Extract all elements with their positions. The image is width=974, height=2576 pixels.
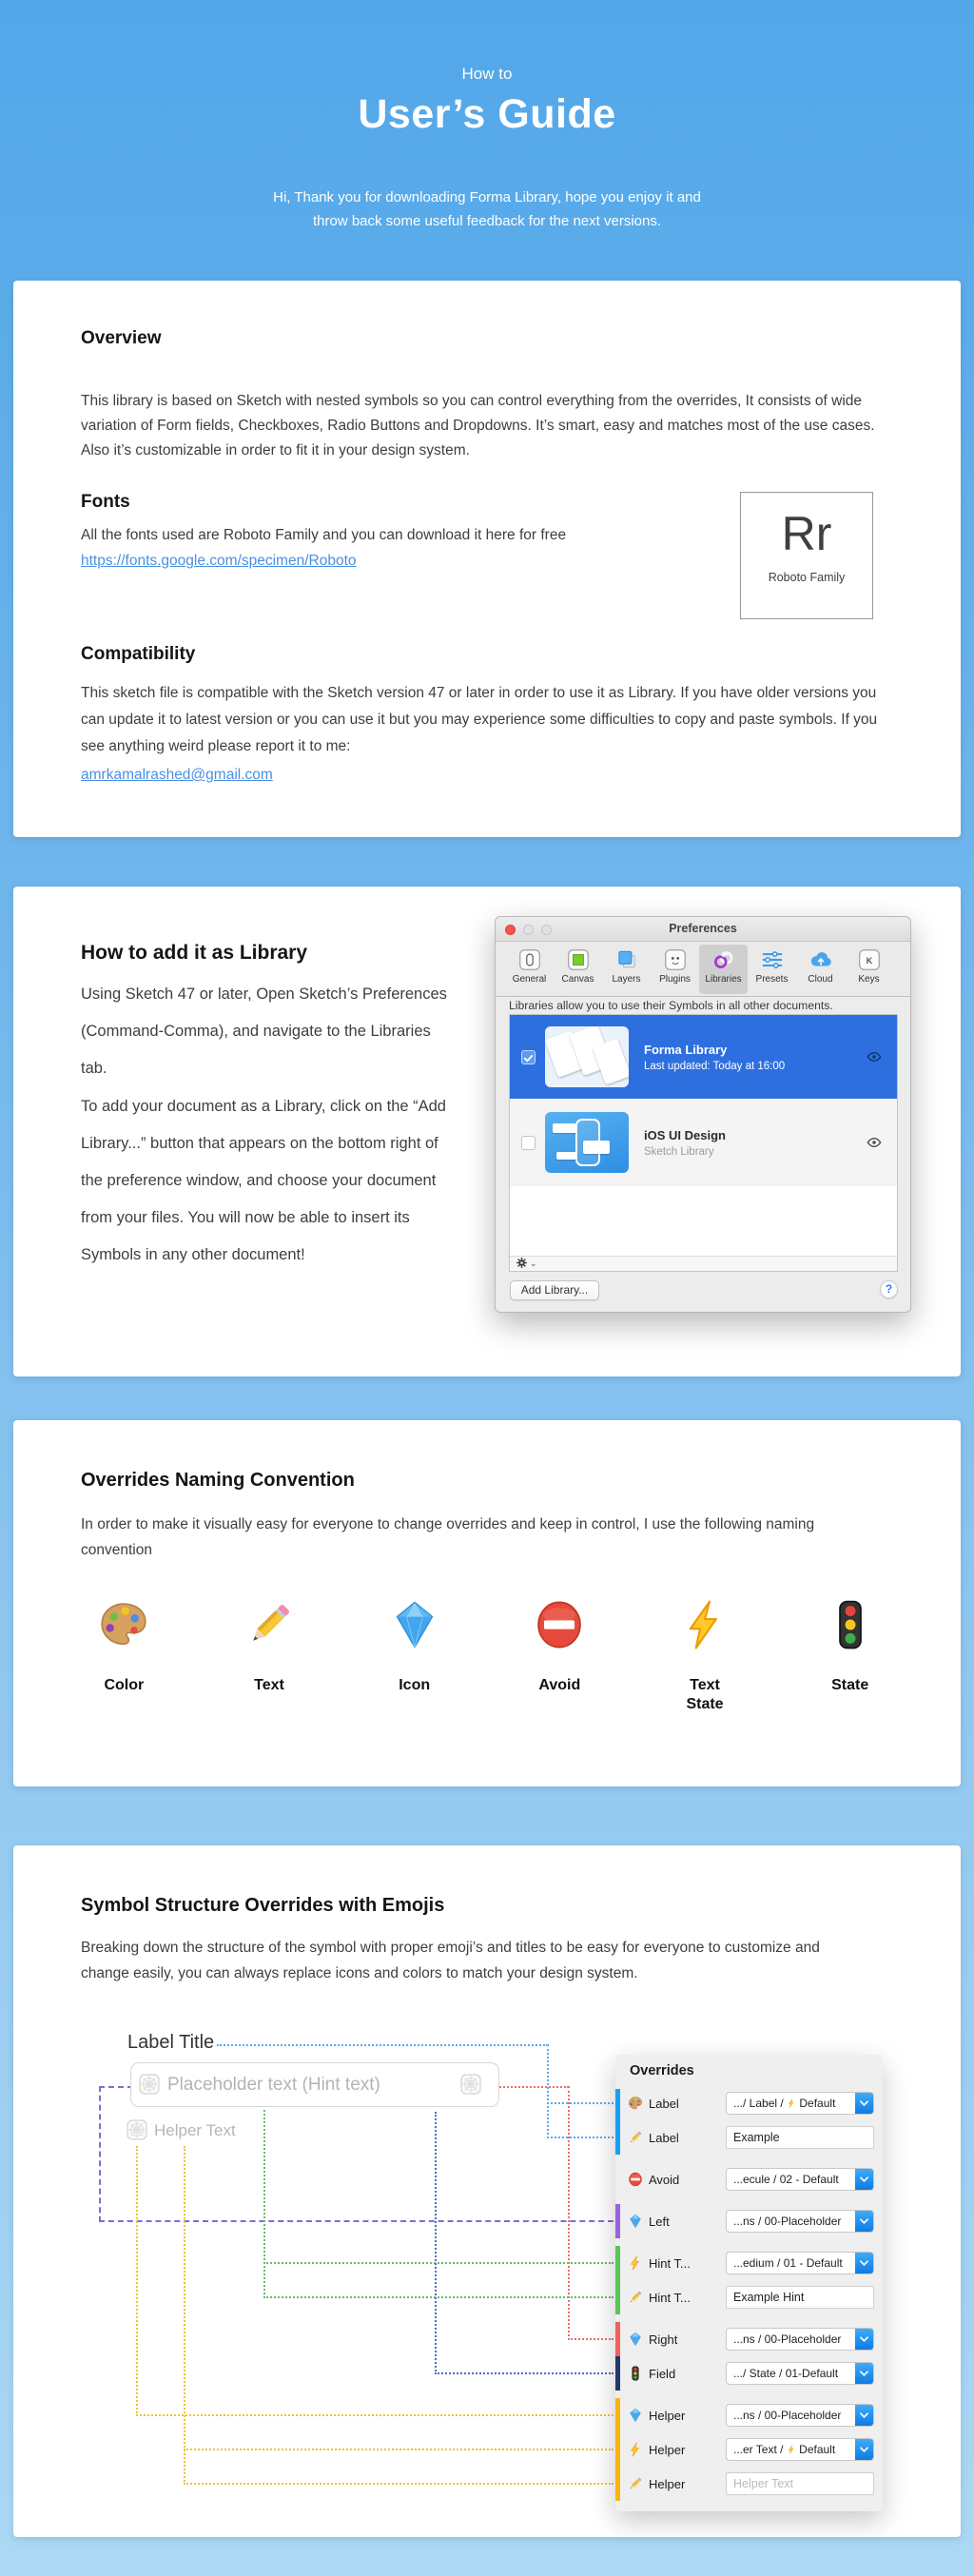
add-library-heading: How to add it as Library bbox=[81, 942, 308, 964]
override-select-value: ...ecule / 02 - Default bbox=[733, 2173, 839, 2186]
traffic-lights bbox=[505, 925, 552, 935]
eye-icon[interactable] bbox=[867, 1135, 882, 1150]
library-row-text bbox=[644, 1043, 785, 1072]
roboto-glyph: Rr bbox=[781, 507, 832, 560]
libraries-banner: Libraries allow you to use their Symbols in all other documents. bbox=[509, 999, 833, 1012]
connector-right-row7 bbox=[568, 2338, 614, 2340]
traffic-light-icon bbox=[628, 2366, 643, 2381]
connector-helper2-row10 bbox=[184, 2449, 614, 2450]
traffic-light-icon bbox=[825, 1599, 876, 1655]
connector-left-row4 bbox=[99, 2220, 614, 2222]
connector-field-v bbox=[435, 2112, 437, 2374]
override-label: Label bbox=[649, 2096, 679, 2111]
overrides-panel bbox=[615, 2055, 883, 2511]
convention-label: Color bbox=[104, 1677, 145, 1693]
convention-item-state bbox=[777, 1599, 923, 1714]
override-row-helper-9 bbox=[615, 2435, 883, 2464]
libraries-icon bbox=[711, 947, 736, 972]
override-input[interactable]: Example Hint bbox=[726, 2286, 874, 2309]
palette-icon bbox=[628, 2096, 643, 2111]
chevron-down-icon bbox=[855, 2363, 873, 2384]
library-name: iOS UI Design bbox=[644, 1127, 726, 1142]
diagram-form-field bbox=[130, 2062, 499, 2107]
tab-label: Plugins bbox=[659, 973, 691, 985]
override-group-bar bbox=[615, 2467, 620, 2501]
override-group-bar bbox=[615, 2398, 620, 2432]
library-meta: Last updated: Today at 16:00 bbox=[644, 1060, 786, 1072]
override-select-value: .../ Label / Default bbox=[733, 2097, 836, 2110]
override-group-bar bbox=[615, 2280, 620, 2314]
connector-helper2-row11 bbox=[184, 2483, 614, 2485]
fonts-body bbox=[81, 522, 680, 574]
overview-body: This library is based on Sketch with nested symbols so you can control everything from the overrides, It consists of wide variation of Form fields, Checkboxes, Radio Buttons and Dropdowns. It’s smart, easy and matches most of the use cases. Also it’s customizable in order to fit it in your design system. bbox=[81, 393, 875, 459]
no-entry-icon bbox=[628, 2172, 643, 2187]
tab-keys[interactable] bbox=[845, 945, 893, 994]
presets-icon bbox=[760, 947, 785, 972]
tab-label: Cloud bbox=[808, 973, 833, 985]
general-icon bbox=[517, 947, 542, 972]
card-naming-convention bbox=[13, 1420, 961, 1786]
override-select-value: ...ns / 00-Placeholder bbox=[733, 2215, 842, 2228]
override-row-field-7 bbox=[615, 2359, 883, 2388]
library-row[interactable] bbox=[510, 1099, 897, 1186]
bolt-icon bbox=[679, 1599, 730, 1655]
override-group-bar bbox=[615, 2432, 620, 2467]
window-title: Preferences bbox=[669, 922, 737, 935]
connector-hint-row6 bbox=[263, 2296, 614, 2298]
override-row-hintt-5 bbox=[615, 2283, 883, 2312]
convention-label: Icon bbox=[399, 1677, 431, 1693]
connector-label-title-v bbox=[547, 2044, 549, 2138]
override-label: Hint T... bbox=[649, 2290, 691, 2305]
zoom-button[interactable] bbox=[541, 925, 552, 935]
connector-helper2-v bbox=[184, 2146, 185, 2485]
tab-general[interactable] bbox=[505, 945, 554, 994]
page-title: User’s Guide bbox=[358, 91, 616, 137]
override-group-bar bbox=[615, 2356, 620, 2391]
chevron-down-icon bbox=[855, 2439, 873, 2460]
library-row-text bbox=[644, 1128, 726, 1158]
roboto-label: Roboto Family bbox=[768, 571, 846, 584]
convention-item-avoid bbox=[487, 1599, 633, 1714]
palette-icon bbox=[98, 1599, 149, 1655]
convention-label: Avoid bbox=[538, 1677, 581, 1693]
symbol-heading: Symbol Structure Overrides with Emojis bbox=[81, 1895, 445, 1916]
override-row-right-6 bbox=[615, 2325, 883, 2353]
override-select[interactable] bbox=[726, 2438, 874, 2461]
placeholder-grid-icon-right bbox=[460, 2074, 481, 2095]
tab-label: Libraries bbox=[705, 973, 742, 985]
convention-label: State bbox=[831, 1677, 869, 1693]
override-row-left-3 bbox=[615, 2207, 883, 2235]
plugins-icon bbox=[663, 947, 688, 972]
chevron-down-icon bbox=[855, 2253, 873, 2274]
hero-subtitle-line2: throw back some useful feedback for the next versions. bbox=[312, 213, 662, 229]
connector-left-icon-h bbox=[99, 2086, 133, 2088]
window-titlebar bbox=[496, 917, 910, 942]
override-select[interactable] bbox=[726, 2404, 874, 2427]
canvas-icon bbox=[566, 947, 591, 972]
placeholder-grid-icon-left bbox=[139, 2074, 160, 2095]
chevron-down-icon bbox=[855, 2405, 873, 2426]
override-input[interactable]: Helper Text bbox=[726, 2472, 874, 2495]
library-thumbnail bbox=[545, 1112, 629, 1173]
convention-item-color bbox=[51, 1599, 197, 1714]
override-select-value: ...er Text / Default bbox=[733, 2443, 836, 2456]
connector-right-icon-v bbox=[568, 2086, 570, 2340]
library-meta: Sketch Library bbox=[644, 1145, 714, 1158]
add-library-para2: To add your document as a Library, click on the “Add Library...” button that appears on the bottom right of the preference window, and choose your document from your files. You will now be able to insert its Symbols in any other document! bbox=[81, 1098, 446, 1263]
override-select-value: .../ State / 01-Default bbox=[733, 2367, 839, 2380]
override-select-value: ...ns / 00-Placeholder bbox=[733, 2409, 842, 2422]
override-label: Helper bbox=[649, 2476, 686, 2491]
override-row-hintt-4 bbox=[615, 2249, 883, 2277]
hero-kicker: How to bbox=[461, 65, 513, 83]
pencil-icon bbox=[628, 2476, 643, 2491]
library-row[interactable] bbox=[510, 1015, 897, 1099]
bolt-icon bbox=[628, 2255, 643, 2271]
tab-label: Layers bbox=[612, 973, 641, 985]
override-label: Hint T... bbox=[649, 2255, 691, 2271]
diamond-icon bbox=[389, 1599, 440, 1655]
convention-label: Text bbox=[254, 1677, 284, 1693]
override-row-avoid-2 bbox=[615, 2165, 883, 2194]
override-label: Helper bbox=[649, 2442, 686, 2457]
override-label: Right bbox=[649, 2332, 678, 2347]
overview-heading: Overview bbox=[81, 328, 162, 348]
library-name: Forma Library bbox=[644, 1042, 728, 1057]
eye-icon[interactable] bbox=[867, 1049, 882, 1064]
override-select-value: ...ns / 00-Placeholder bbox=[733, 2332, 842, 2346]
diamond-icon bbox=[628, 2408, 643, 2423]
roboto-specimen-box bbox=[740, 492, 873, 619]
hero-subtitle-line1: Hi, Thank you for downloading Forma Library, hope you enjoy it and bbox=[273, 189, 701, 205]
add-library-para1: Using Sketch 47 or later, Open Sketch’s Preferences (Command-Comma), and navigate to the Libraries tab. bbox=[81, 986, 447, 1077]
naming-body: In order to make it visually easy for everyone to change overrides and keep in control, I use the following naming convention bbox=[81, 1516, 815, 1558]
override-group-bar bbox=[615, 2246, 620, 2280]
library-thumbnail bbox=[545, 1026, 629, 1087]
convention-item-text-state bbox=[633, 1599, 778, 1714]
connector-label-row2 bbox=[547, 2137, 614, 2138]
card-overview bbox=[13, 281, 961, 837]
svg-text:K: K bbox=[866, 955, 872, 966]
tab-cloud[interactable] bbox=[796, 945, 845, 994]
tab-presets[interactable] bbox=[748, 945, 796, 994]
override-row-helper-8 bbox=[615, 2401, 883, 2430]
pencil-icon bbox=[628, 2290, 643, 2305]
helper-grid-icon bbox=[127, 2119, 147, 2140]
overrides-panel-title: Overrides bbox=[630, 2063, 694, 2078]
tab-layers[interactable] bbox=[602, 945, 651, 994]
connector-left-icon-v bbox=[99, 2086, 101, 2222]
override-select-value: ...edium / 01 - Default bbox=[733, 2256, 843, 2270]
override-select[interactable] bbox=[726, 2210, 874, 2233]
card-add-library bbox=[13, 887, 961, 1376]
library-checkbox-unchecked[interactable] bbox=[521, 1136, 536, 1150]
gear-icon[interactable] bbox=[516, 1256, 527, 1273]
chevron-down-icon bbox=[855, 2093, 873, 2114]
chevron-down-icon bbox=[855, 2329, 873, 2350]
bolt-icon bbox=[787, 2441, 796, 2452]
chevron-down-icon bbox=[855, 2211, 873, 2232]
diamond-icon bbox=[628, 2332, 643, 2347]
diagram-label-title: Label Title bbox=[127, 2032, 215, 2053]
override-group-bar bbox=[615, 2089, 620, 2120]
tab-label: Presets bbox=[755, 973, 789, 985]
pencil-icon bbox=[628, 2130, 643, 2145]
naming-heading: Overrides Naming Convention bbox=[81, 1470, 355, 1491]
connector-hint-v bbox=[263, 2110, 265, 2298]
tab-libraries[interactable] bbox=[699, 945, 748, 994]
override-label: Helper bbox=[649, 2408, 686, 2423]
pencil-icon bbox=[244, 1599, 295, 1655]
fonts-download-link[interactable]: https://fonts.google.com/specimen/Roboto bbox=[81, 553, 357, 569]
layers-icon bbox=[614, 947, 639, 972]
chevron-down-icon bbox=[855, 2169, 873, 2190]
connector-label-title-h bbox=[217, 2044, 548, 2046]
tab-label: Canvas bbox=[561, 973, 594, 985]
prefs-toolbar bbox=[496, 942, 910, 997]
connector-field-row8 bbox=[435, 2372, 614, 2374]
override-group-bar bbox=[615, 2120, 620, 2155]
convention-item-icon bbox=[341, 1599, 487, 1714]
compatibility-heading: Compatibility bbox=[81, 644, 196, 664]
compatibility-text: This sketch file is compatible with the Sketch version 47 or later in order to use it as Library. If you have older versions you can update it to latest version or you can use it but you may experience some difficulties to copy and paste symbols. If you see anything weird please report it to me: bbox=[81, 685, 878, 754]
override-select[interactable] bbox=[726, 2362, 874, 2385]
chevron-down-icon: ⌄ bbox=[530, 1259, 537, 1269]
convention-item-text bbox=[197, 1599, 342, 1714]
libraries-rows bbox=[510, 1015, 897, 1186]
override-group-bar bbox=[615, 2204, 620, 2238]
diagram-placeholder-text: Placeholder text (Hint text) bbox=[167, 2075, 380, 2095]
override-input[interactable]: Example bbox=[726, 2126, 874, 2149]
symbol-body: Breaking down the structure of the symbol with proper emoji’s and titles to be easy for everyone to customize and change easily, you can always replace icons and colors to match your design system. bbox=[81, 1940, 820, 1981]
diamond-icon bbox=[628, 2214, 643, 2229]
add-library-button[interactable]: Add Library... bbox=[510, 1280, 599, 1300]
convention-label: Text State bbox=[686, 1677, 724, 1712]
override-group-bar bbox=[615, 2322, 620, 2356]
tab-plugins[interactable] bbox=[651, 945, 699, 994]
report-email-link[interactable]: amrkamalrashed@gmail.com bbox=[81, 767, 273, 783]
override-select[interactable] bbox=[726, 2328, 874, 2351]
override-label: Label bbox=[649, 2130, 679, 2145]
preferences-window bbox=[495, 916, 911, 1313]
bolt-icon bbox=[628, 2442, 643, 2457]
tab-label: General bbox=[512, 973, 547, 985]
library-checkbox-checked[interactable] bbox=[521, 1050, 536, 1064]
connector-label-row1 bbox=[547, 2102, 614, 2104]
override-row-label-0 bbox=[615, 2089, 883, 2117]
symbol-diagram bbox=[74, 2026, 930, 2521]
fonts-heading: Fonts bbox=[81, 492, 130, 512]
cloud-icon bbox=[808, 947, 833, 972]
no-entry-icon bbox=[534, 1599, 585, 1655]
connector-helper1-v bbox=[136, 2146, 138, 2416]
list-actions-bar[interactable] bbox=[510, 1256, 897, 1271]
override-row-helper-10 bbox=[615, 2469, 883, 2498]
help-button[interactable]: ? bbox=[880, 1280, 898, 1298]
minimize-button[interactable] bbox=[523, 925, 534, 935]
diagram-helper-text: Helper Text bbox=[154, 2121, 236, 2139]
tab-canvas[interactable] bbox=[554, 945, 602, 994]
override-label: Avoid bbox=[649, 2172, 680, 2187]
compatibility-body bbox=[81, 680, 894, 789]
override-select[interactable] bbox=[726, 2092, 874, 2115]
tab-label: Keys bbox=[858, 973, 880, 985]
connector-hint-row5 bbox=[263, 2262, 614, 2264]
close-button[interactable] bbox=[505, 925, 516, 935]
card-symbol-structure bbox=[13, 1845, 961, 2537]
override-label: Field bbox=[649, 2366, 676, 2381]
connector-helper1-row9 bbox=[136, 2414, 614, 2416]
fonts-body-text: All the fonts used are Roboto Family and you can download it here for free bbox=[81, 527, 567, 543]
override-select[interactable] bbox=[726, 2168, 874, 2191]
keys-icon bbox=[857, 947, 882, 972]
override-select[interactable] bbox=[726, 2252, 874, 2274]
naming-items bbox=[51, 1599, 923, 1714]
override-label: Left bbox=[649, 2214, 670, 2229]
override-row-label-1 bbox=[615, 2123, 883, 2152]
libraries-list bbox=[509, 1014, 898, 1272]
bolt-icon bbox=[787, 2095, 796, 2106]
overrides-rows bbox=[615, 2089, 883, 2498]
